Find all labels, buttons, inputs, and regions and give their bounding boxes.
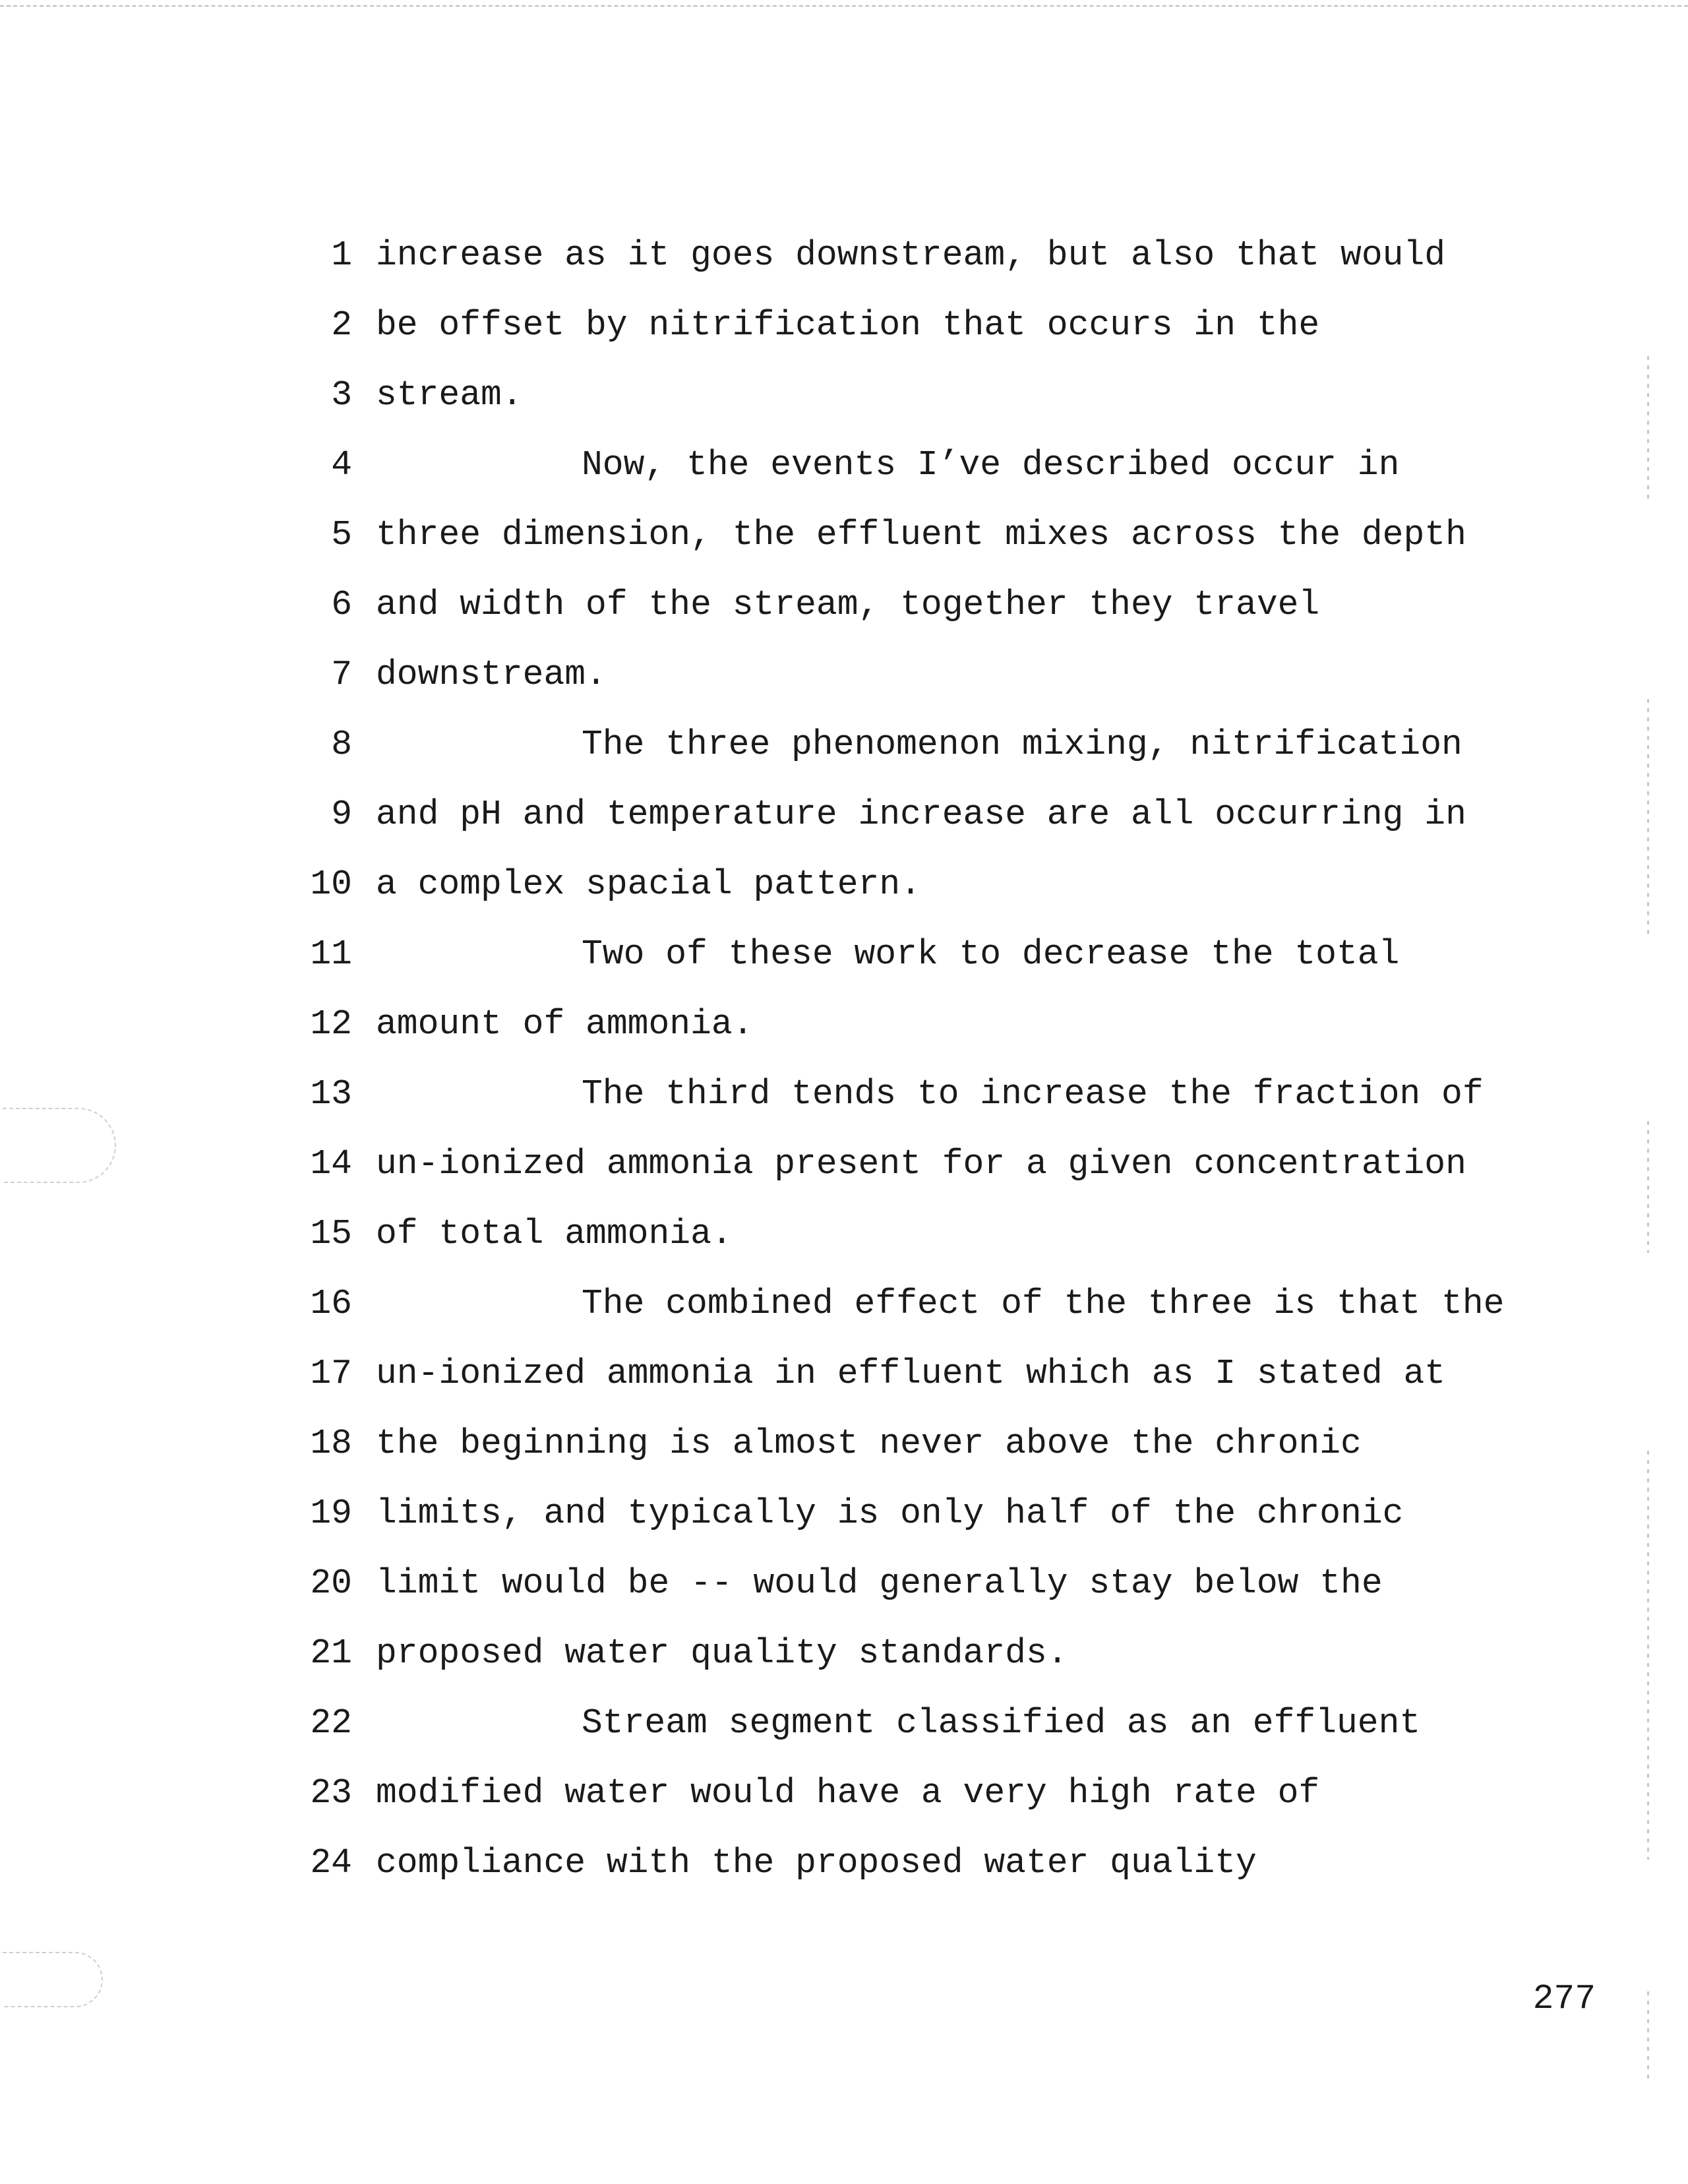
line-text: proposed water quality standards. bbox=[376, 1633, 1068, 1673]
line-text: increase as it goes downstream, but also that would bbox=[376, 235, 1446, 275]
transcript-line bbox=[0, 1409, 1688, 1478]
transcript-line bbox=[0, 570, 1688, 640]
line-number: 22 bbox=[310, 1703, 352, 1743]
line-text: of total ammonia. bbox=[376, 1214, 733, 1254]
transcript-line bbox=[0, 1618, 1688, 1688]
line-number: 24 bbox=[310, 1843, 352, 1883]
transcript-line bbox=[0, 1478, 1688, 1548]
line-text: a complex spacial pattern. bbox=[376, 864, 921, 904]
transcript-line bbox=[0, 290, 1688, 360]
line-number: 1 bbox=[331, 235, 352, 275]
line-number: 13 bbox=[310, 1074, 352, 1114]
line-text: modified water would have a very high rate of bbox=[376, 1773, 1320, 1813]
line-text: The third tends to increase the fraction of bbox=[582, 1074, 1484, 1114]
transcript-line bbox=[0, 1548, 1688, 1618]
transcript-line bbox=[0, 1269, 1688, 1339]
transcript-line bbox=[0, 1059, 1688, 1129]
line-number: 2 bbox=[331, 305, 352, 345]
top-scan-rule bbox=[0, 5, 1688, 7]
line-text: Two of these work to decrease the total bbox=[582, 934, 1400, 974]
line-number: 12 bbox=[310, 1004, 352, 1044]
line-number: 8 bbox=[331, 725, 352, 764]
transcript-line bbox=[0, 640, 1688, 710]
transcript-line bbox=[0, 1199, 1688, 1269]
line-number: 7 bbox=[331, 655, 352, 694]
line-number: 3 bbox=[331, 375, 352, 415]
line-number: 21 bbox=[310, 1633, 352, 1673]
margin-scan-mark bbox=[1647, 1991, 1649, 2084]
line-number: 9 bbox=[331, 795, 352, 834]
line-text: The three phenomenon mixing, nitrification bbox=[582, 725, 1462, 764]
transcript-line bbox=[0, 360, 1688, 430]
line-text: three dimension, the effluent mixes across the depth bbox=[376, 515, 1466, 555]
page-number: 277 bbox=[1532, 1979, 1596, 2018]
line-text: limit would be -- would generally stay below the bbox=[376, 1563, 1383, 1603]
line-text: the beginning is almost never above the chronic bbox=[376, 1424, 1362, 1463]
line-text: compliance with the proposed water quality bbox=[376, 1843, 1257, 1883]
transcript-line bbox=[0, 710, 1688, 779]
line-text: amount of ammonia. bbox=[376, 1004, 754, 1044]
transcript-line bbox=[0, 500, 1688, 570]
line-number: 15 bbox=[310, 1214, 352, 1254]
transcript-line bbox=[0, 1828, 1688, 1898]
transcript-line bbox=[0, 989, 1688, 1059]
transcript-line bbox=[0, 779, 1688, 849]
transcript-line bbox=[0, 919, 1688, 989]
transcript-line bbox=[0, 1758, 1688, 1828]
line-number: 10 bbox=[310, 864, 352, 904]
transcript-line bbox=[0, 849, 1688, 919]
transcript-line bbox=[0, 1129, 1688, 1199]
line-number: 23 bbox=[310, 1773, 352, 1813]
line-number: 4 bbox=[331, 445, 352, 485]
transcript-line bbox=[0, 430, 1688, 500]
line-number: 6 bbox=[331, 585, 352, 624]
line-number: 16 bbox=[310, 1284, 352, 1323]
line-text: limits, and typically is only half of the chronic bbox=[376, 1494, 1404, 1533]
line-text: Now, the events I’ve described occur in bbox=[582, 445, 1400, 485]
transcript-line bbox=[0, 1688, 1688, 1758]
line-text: and pH and temperature increase are all occurring in bbox=[376, 795, 1466, 834]
line-number: 17 bbox=[310, 1354, 352, 1393]
line-text: un-ionized ammonia present for a given concentration bbox=[376, 1144, 1466, 1184]
line-number: 5 bbox=[331, 515, 352, 555]
line-number: 20 bbox=[310, 1563, 352, 1603]
line-number: 19 bbox=[310, 1494, 352, 1533]
line-text: un-ionized ammonia in effluent which as I stated at bbox=[376, 1354, 1446, 1393]
hole-punch-mark bbox=[3, 1952, 103, 2007]
transcript-line bbox=[0, 220, 1688, 290]
line-text: stream. bbox=[376, 375, 523, 415]
line-number: 14 bbox=[310, 1144, 352, 1184]
line-text: be offset by nitrification that occurs in the bbox=[376, 305, 1320, 345]
line-text: downstream. bbox=[376, 655, 607, 694]
line-text: Stream segment classified as an effluent bbox=[582, 1703, 1421, 1743]
line-text: and width of the stream, together they travel bbox=[376, 585, 1320, 624]
line-number: 11 bbox=[310, 934, 352, 974]
line-number: 18 bbox=[310, 1424, 352, 1463]
line-text: The combined effect of the three is that the bbox=[582, 1284, 1505, 1323]
transcript-line bbox=[0, 1339, 1688, 1409]
